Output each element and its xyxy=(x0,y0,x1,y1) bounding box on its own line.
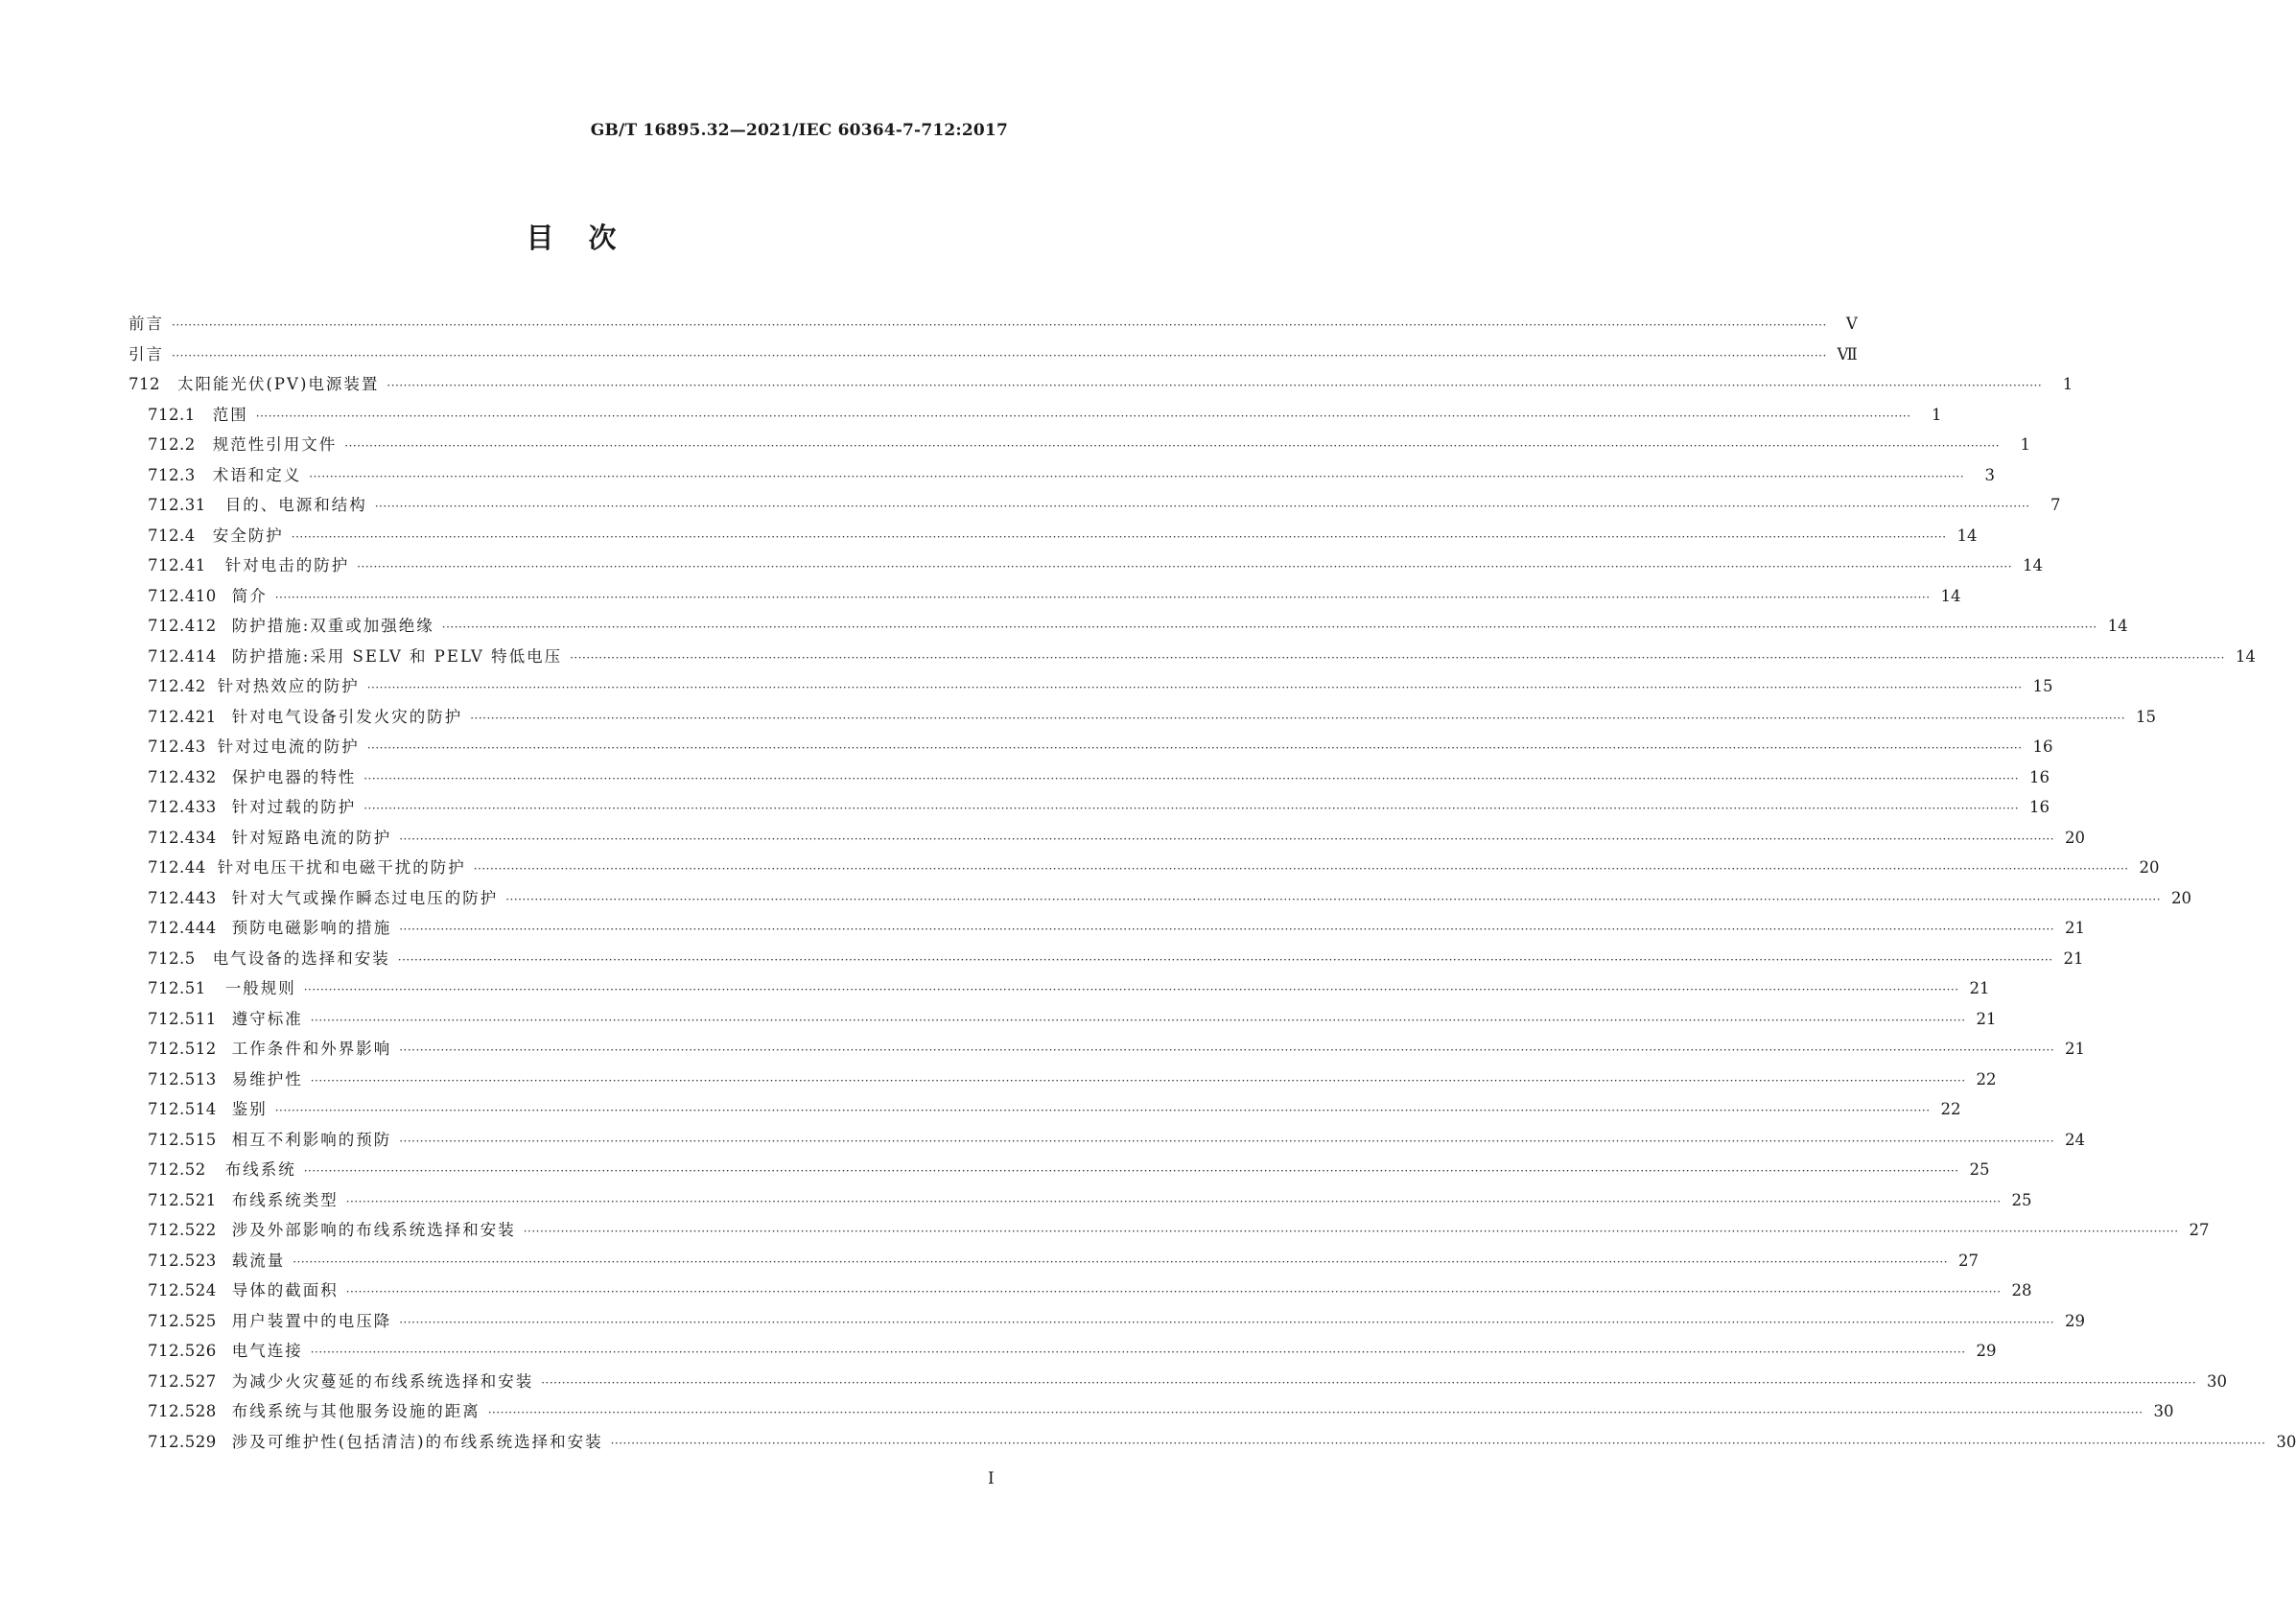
toc-entry[interactable] xyxy=(129,400,1942,431)
dot-leader: ················································································································································································································································································································································································································ xyxy=(344,439,2001,453)
dot-leader: ················································································································································································································································································································································································································ xyxy=(399,923,2055,936)
toc-entry-page: 16 xyxy=(2029,798,2050,816)
toc-entry-title: 电气连接 xyxy=(231,1342,303,1360)
toc-entry-number: 712.4 xyxy=(148,526,196,545)
footer-page-number: Ⅰ xyxy=(988,1469,995,1488)
toc-entry[interactable] xyxy=(129,430,2031,460)
toc-entry[interactable] xyxy=(129,1034,2086,1065)
toc-entry-page: 14 xyxy=(1956,526,1978,545)
dot-leader: ················································································································································································································································································································································································································ xyxy=(310,1346,1966,1359)
toc-entry[interactable] xyxy=(129,792,2050,823)
toc-entry-number: 712.434 xyxy=(148,828,217,847)
dot-leader: ················································································································································································································································································································································································································ xyxy=(487,1406,2144,1419)
dot-leader: ················································································································································································································································································································································································································ xyxy=(366,681,2023,694)
toc-entry-number: 712.512 xyxy=(148,1040,217,1058)
toc-entry-page: 16 xyxy=(2032,737,2053,756)
dot-leader: ················································································································································································································································································································································································································ xyxy=(255,409,1911,423)
toc-entry-number: 712.513 xyxy=(148,1069,217,1088)
toc-entry-page: 29 xyxy=(1976,1342,1997,1360)
toc-entry-number: 712.432 xyxy=(148,767,217,786)
toc-entry-title: 布线系统与其他服务设施的距离 xyxy=(231,1402,480,1420)
toc-entry[interactable] xyxy=(129,521,1978,551)
toc-entry-page: 30 xyxy=(2153,1402,2174,1420)
toc-entry[interactable] xyxy=(129,460,1996,491)
toc-entry-title: 针对过电流的防护 xyxy=(217,737,360,756)
page-title: 目次 xyxy=(526,222,651,254)
dot-leader: ················································································································································································································································································································································································································ xyxy=(505,892,2162,906)
toc-entry-number: 712 xyxy=(129,375,160,393)
toc-entry-number: 712.514 xyxy=(148,1100,217,1118)
toc-entry-number: 712.527 xyxy=(148,1371,217,1391)
dot-leader: ················································································································································································································································································································································································································ xyxy=(470,711,2126,725)
dot-leader: ················································································································································································································································································································································································································ xyxy=(363,771,2020,785)
toc-entry[interactable] xyxy=(129,973,1990,1004)
toc-entry-page: 1 xyxy=(1932,405,1942,424)
dot-leader: ················································································································································································································································································································································································································ xyxy=(399,1043,2055,1057)
toc-entry-title: 规范性引用文件 xyxy=(212,435,338,454)
dot-leader: ················································································································································································································································································································································································································ xyxy=(523,1225,2179,1238)
toc-entry-page: 20 xyxy=(2065,828,2086,847)
toc-entry-number: 712.414 xyxy=(148,646,217,666)
toc-entry-number: 712.2 xyxy=(148,435,196,454)
dot-leader: ················································································································································································································································································································································································································ xyxy=(303,983,1959,996)
dot-leader: ················································································································································································································································································································································································································ xyxy=(541,1375,2197,1390)
dot-leader: ················································································································································································································································································································································································································ xyxy=(610,1436,2266,1450)
toc-entry-number: 712.421 xyxy=(148,707,217,726)
toc-entry-page: 21 xyxy=(2065,919,2086,937)
toc-entry-title: 针对电气设备引发火灾的防护 xyxy=(231,707,463,726)
toc-entry-page: 22 xyxy=(1940,1100,1961,1118)
toc-entry-number: 712.44 xyxy=(148,858,206,877)
toc-entry-title: 为减少火灾蔓延的布线系统选择和安装 xyxy=(231,1371,534,1391)
toc-entry[interactable] xyxy=(129,1185,2032,1216)
toc-entry-page: 22 xyxy=(1976,1069,1997,1088)
toc-entry[interactable] xyxy=(129,369,2073,400)
toc-entry-number: 712.51 xyxy=(148,979,206,997)
toc-entry-number: 712.52 xyxy=(148,1160,206,1179)
toc-entry-title: 针对热效应的防护 xyxy=(217,677,360,695)
toc-entry-number: 712.3 xyxy=(148,465,196,484)
toc-entry-title: 目的、电源和结构 xyxy=(224,496,367,514)
toc-entry-title: 防护措施:双重或加强绝缘 xyxy=(231,617,434,635)
toc-entry[interactable] xyxy=(129,490,2061,521)
toc-entry[interactable] xyxy=(129,1396,2174,1427)
toc-entry-page: 21 xyxy=(2063,948,2084,968)
toc-entry[interactable] xyxy=(129,1155,1990,1185)
toc-entry-title: 遵守标准 xyxy=(231,1009,303,1028)
toc-entry[interactable] xyxy=(129,1336,1997,1367)
toc-entry-title: 易维护性 xyxy=(231,1069,303,1088)
toc-entry[interactable] xyxy=(129,1427,2296,1458)
toc-entry-title: 涉及外部影响的布线系统选择和安装 xyxy=(231,1221,516,1239)
toc-entry-number: 712.515 xyxy=(148,1130,217,1149)
toc-entry-number: 712.511 xyxy=(148,1009,217,1028)
toc-entry[interactable] xyxy=(129,1094,1961,1125)
toc-entry-number: 712.43 xyxy=(148,737,206,756)
toc-entry-page: 1 xyxy=(2020,435,2031,454)
dot-leader: ················································································································································································································································································································································································································ xyxy=(303,1164,1959,1178)
dot-leader: ················································································································································································································································································································································································································ xyxy=(345,1285,2002,1299)
toc-entry-page: 20 xyxy=(2171,888,2192,907)
dot-leader: ················································································································································································································································································································································································································ xyxy=(399,1315,2055,1329)
dot-leader: ················································································································································································································································································································································································································ xyxy=(309,469,1965,483)
toc-entry-title: 布线系统 xyxy=(224,1160,296,1179)
toc-entry-page: 25 xyxy=(1969,1160,1990,1179)
dot-leader: ················································································································································································································································································································································································································ xyxy=(399,831,2055,846)
toc-entry-number: 712.5 xyxy=(148,948,196,968)
toc-entry-number: 712.524 xyxy=(148,1281,217,1299)
dot-leader: ················································································································································································································································································································································································································ xyxy=(172,348,1827,363)
toc-entry[interactable] xyxy=(129,309,1858,339)
dot-leader: ················································································································································································································································································································································································································ xyxy=(374,500,2030,513)
toc-entry-title: 布线系统类型 xyxy=(231,1190,339,1209)
toc-entry-title: 针对过载的防护 xyxy=(231,798,357,816)
toc-entry-page: 14 xyxy=(1940,586,1961,605)
dot-leader: ················································································································································································································································································································································································································ xyxy=(293,1254,1949,1269)
toc-entry-page: 30 xyxy=(2276,1432,2296,1451)
toc-entry-page: 3 xyxy=(1984,465,1996,484)
toc-entry-title: 针对大气或操作瞬态过电压的防护 xyxy=(231,888,499,907)
dot-leader: ················································································································································································································································································································································································································ xyxy=(399,1134,2055,1148)
toc-entry[interactable] xyxy=(129,611,2128,642)
toc-entry-number: 712.443 xyxy=(148,888,217,907)
toc-entry-page: 28 xyxy=(2011,1281,2032,1299)
toc-entry-page: 21 xyxy=(1969,979,1990,997)
toc-entry-title: 太阳能光伏(PV)电源装置 xyxy=(177,375,380,393)
toc-entry[interactable] xyxy=(129,1215,2210,1246)
toc-entry-number: 712.526 xyxy=(148,1342,217,1360)
toc-entry-title: 工作条件和外界影响 xyxy=(231,1040,392,1058)
toc-entry[interactable] xyxy=(129,671,2053,702)
toc-entry-number: 712.41 xyxy=(148,556,206,574)
toc-entry-title: 防护措施:采用 SELV 和 PELV 特低电压 xyxy=(231,646,563,666)
toc-entry-number: 712.444 xyxy=(148,919,217,937)
toc-entry-title: 范围 xyxy=(212,405,248,424)
dot-leader: ················································································································································································································································································································································································································ xyxy=(397,952,2053,967)
toc-entry-title: 针对短路电流的防护 xyxy=(231,828,392,847)
dot-leader: ················································································································································································································································································································································································································ xyxy=(310,1073,1966,1088)
toc-entry-page: 27 xyxy=(2189,1221,2210,1239)
toc-entry-page: 21 xyxy=(1976,1009,1997,1028)
toc-entry-title: 鉴别 xyxy=(231,1100,268,1118)
toc-entry-number: 712.528 xyxy=(148,1402,217,1420)
toc-entry-title: 针对电压干扰和电磁干扰的防护 xyxy=(217,858,466,877)
toc-entry[interactable] xyxy=(129,944,2084,974)
toc-entry-page: 30 xyxy=(2207,1371,2228,1391)
dot-leader: ················································································································································································································································································································································································································ xyxy=(274,590,1931,604)
toc-entry-title: 载流量 xyxy=(231,1251,286,1270)
toc-entry-page: 20 xyxy=(2139,858,2160,877)
toc-entry-number: 712.529 xyxy=(148,1432,217,1451)
toc-entry[interactable] xyxy=(129,762,2050,793)
standard-code-header: GB/T 16895.32—2021/IEC 60364-7-712:2017 xyxy=(590,121,1008,140)
dot-leader: ················································································································································································································································································································································································································ xyxy=(570,650,2225,665)
dot-leader: ················································································································································································································································································································································································································ xyxy=(366,741,2023,755)
toc-entry[interactable] xyxy=(129,823,2086,854)
toc-entry-title: 术语和定义 xyxy=(212,465,302,484)
toc-entry-number: 712.433 xyxy=(148,798,217,816)
dot-leader: ················································································································································································································································································································································································································ xyxy=(441,620,2097,634)
toc-entry-title: 导体的截面积 xyxy=(231,1281,339,1299)
toc-entry-title: 涉及可维护性(包括清洁)的布线系统选择和安装 xyxy=(231,1432,603,1451)
toc-entry[interactable] xyxy=(129,913,2086,944)
toc-entry-page: 1 xyxy=(2062,375,2073,393)
toc-entry-title: 保护电器的特性 xyxy=(231,767,357,786)
dot-leader: ················································································································································································································································································································································································································ xyxy=(387,379,2043,392)
toc-entry-page: 15 xyxy=(2032,677,2053,695)
dot-leader: ················································································································································································································································································································································································································ xyxy=(363,802,2020,815)
toc-entry-page: 14 xyxy=(2107,617,2128,635)
toc-entry-page: 29 xyxy=(2065,1311,2086,1330)
toc-entry-page: 27 xyxy=(1958,1251,1980,1270)
toc-entry-title: 一般规则 xyxy=(224,979,296,997)
toc-entry-title: 安全防护 xyxy=(212,526,284,545)
toc-entry-title: 前言 xyxy=(129,315,164,333)
toc-entry-number: 712.412 xyxy=(148,617,217,635)
toc-entry-number: 712.31 xyxy=(148,496,206,514)
toc-entry[interactable] xyxy=(129,1367,2228,1397)
toc-entry[interactable] xyxy=(129,702,2157,733)
toc-entry-title: 相互不利影响的预防 xyxy=(231,1130,392,1149)
toc-entry-number: 712.521 xyxy=(148,1190,217,1209)
toc-entry[interactable] xyxy=(129,550,2044,581)
toc-entry[interactable] xyxy=(129,642,2256,672)
toc-entry-page: Ⅶ xyxy=(1837,344,1858,363)
dot-leader: ················································································································································································································································································································································································································ xyxy=(291,529,1947,544)
toc-entry[interactable] xyxy=(129,883,2192,914)
toc-entry-page: 14 xyxy=(2023,556,2044,574)
toc-entry-page: 15 xyxy=(2136,707,2157,726)
toc-entry[interactable] xyxy=(129,339,1858,370)
toc-entry-page: Ⅴ xyxy=(1845,315,1858,333)
toc-entry[interactable] xyxy=(129,732,2053,762)
toc-entry-title: 针对电击的防护 xyxy=(224,556,350,574)
toc-entry-page: 25 xyxy=(2011,1190,2032,1209)
toc-entry[interactable] xyxy=(129,1004,1997,1035)
table-of-contents xyxy=(129,309,2296,1457)
toc-entry-number: 712.523 xyxy=(148,1251,217,1270)
toc-entry-number: 712.525 xyxy=(148,1311,217,1330)
toc-entry-title: 用户装置中的电压降 xyxy=(231,1311,392,1330)
toc-entry[interactable] xyxy=(129,1065,1997,1095)
toc-entry-title: 电气设备的选择和安装 xyxy=(212,948,390,968)
toc-entry-page: 21 xyxy=(2065,1040,2086,1058)
toc-entry-number: 712.1 xyxy=(148,405,196,424)
dot-leader: ················································································································································································································································································································································································································ xyxy=(310,1013,1966,1027)
toc-entry[interactable] xyxy=(129,581,1961,612)
toc-entry-page: 14 xyxy=(2235,646,2256,666)
toc-entry-page: 16 xyxy=(2029,767,2050,786)
toc-entry[interactable] xyxy=(129,1306,2086,1337)
toc-entry-page: 24 xyxy=(2065,1130,2086,1149)
toc-entry[interactable] xyxy=(129,1125,2086,1156)
dot-leader: ················································································································································································································································································································································································································ xyxy=(473,862,2129,876)
toc-entry[interactable] xyxy=(129,1246,1980,1276)
dot-leader: ················································································································································································································································································································································································································ xyxy=(345,1194,2002,1208)
toc-entry-title: 预防电磁影响的措施 xyxy=(231,919,392,937)
dot-leader: ················································································································································································································································································································································································································ xyxy=(357,560,2013,573)
toc-entry-title: 简介 xyxy=(231,586,268,605)
dot-leader: ················································································································································································································································································································································································································ xyxy=(172,318,1827,332)
toc-entry-number: 712.522 xyxy=(148,1221,217,1239)
toc-entry-number: 712.42 xyxy=(148,677,206,695)
toc-entry-page: 7 xyxy=(2050,496,2061,514)
toc-entry-number: 712.410 xyxy=(148,586,217,605)
toc-entry[interactable] xyxy=(129,853,2160,883)
dot-leader: ················································································································································································································································································································································································································ xyxy=(274,1104,1931,1117)
toc-entry[interactable] xyxy=(129,1276,2032,1306)
toc-entry-title: 引言 xyxy=(129,344,164,363)
